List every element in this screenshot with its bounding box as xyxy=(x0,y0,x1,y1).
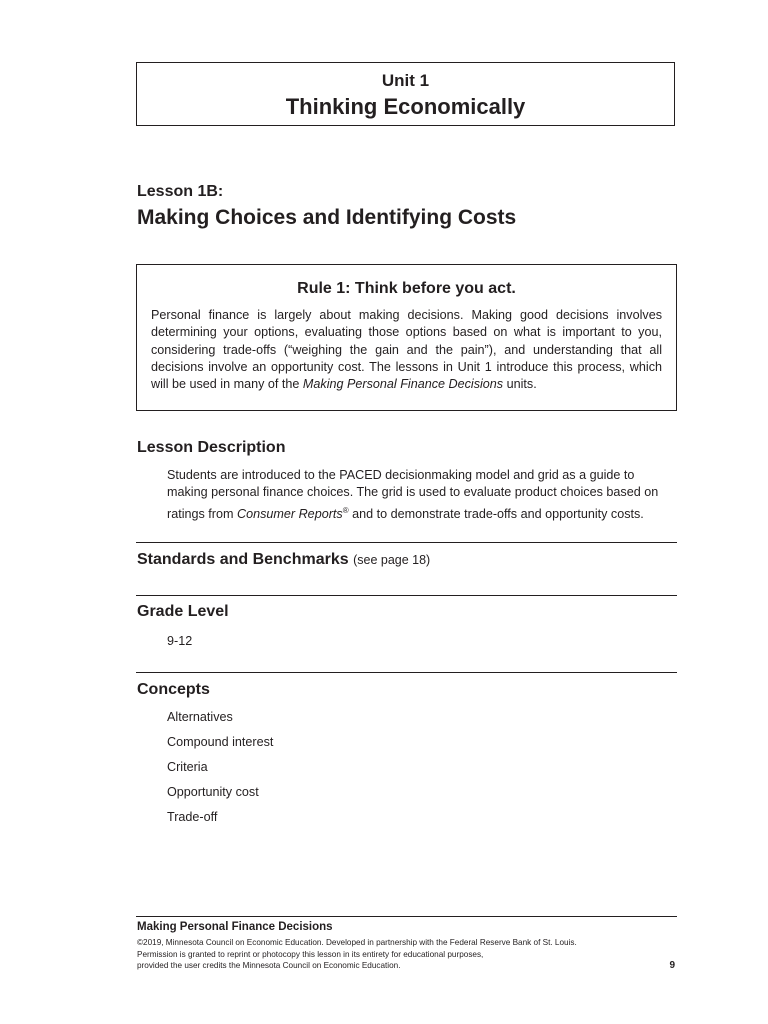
concepts-heading: Concepts xyxy=(137,681,210,698)
footer-credit-line: provided the user credits the Minnesota Council on Economic Education. xyxy=(137,961,401,970)
registered-mark: ® xyxy=(342,505,349,515)
footer-copyright xyxy=(137,937,637,972)
lesson-number: Lesson 1B: xyxy=(137,183,224,200)
rule-text-end: units. xyxy=(503,377,537,392)
concepts-list xyxy=(167,709,273,834)
grade-level-heading: Grade Level xyxy=(137,603,229,620)
unit-label: Unit 1 xyxy=(381,71,430,90)
unit-header-box xyxy=(136,62,675,126)
standards-heading xyxy=(137,550,430,570)
description-consumer-reports: Consumer Reports xyxy=(237,506,343,521)
page-number: 9 xyxy=(669,960,675,971)
concept-item: Compound interest xyxy=(167,735,274,749)
rule-box xyxy=(136,264,677,411)
description-text-end: and to demonstrate trade-offs and opportunity costs. xyxy=(348,506,644,521)
description-text-main: Students are introduced to the PACED decisionmaking model and grid as a guide to making personal finance choices. The grid is used to evaluate product choices based on ratings from xyxy=(167,468,659,521)
rule-text-series-title: Making Personal Finance Decisions xyxy=(302,377,504,392)
concept-item: Opportunity cost xyxy=(167,785,259,799)
rule-text xyxy=(151,307,662,393)
grade-level-value: 9-12 xyxy=(167,634,193,648)
footer-publication-title: Making Personal Finance Decisions xyxy=(137,921,333,933)
section-divider xyxy=(136,595,677,596)
footer-divider xyxy=(136,916,677,917)
concept-item: Trade-off xyxy=(167,810,218,824)
lesson-description-heading: Lesson Description xyxy=(137,439,286,456)
concept-item: Criteria xyxy=(167,760,208,774)
section-divider xyxy=(136,672,677,673)
concept-item: Alternatives xyxy=(167,710,233,724)
unit-title: Thinking Economically xyxy=(285,94,526,119)
lesson-title: Making Choices and Identifying Costs xyxy=(137,206,517,229)
standards-page-note: (see page 18) xyxy=(353,553,431,567)
lesson-description-text xyxy=(167,467,677,523)
rule-title: Rule 1: Think before you act. xyxy=(297,280,516,297)
footer-copyright-line: ©2019, Minnesota Council on Economic Education. Developed in partnership with the Federal Reserve Bank of St. Louis. xyxy=(137,938,577,947)
section-divider xyxy=(136,542,677,543)
standards-heading-text: Standards and Benchmarks xyxy=(137,551,349,568)
rule-text-main: Personal finance is largely about making decisions. Making good decisions involves determining your options, evaluating those options based on what is important to you, considering trade-offs (“weighing the gain and the pain”), and understanding that all decisions involve an opportunity cost. The lessons in Unit 1 introduce this process, which will be used in many of the xyxy=(151,308,662,392)
footer-permission-line: Permission is granted to reprint or photocopy this lesson in its entirety for educational purposes, xyxy=(137,949,484,959)
